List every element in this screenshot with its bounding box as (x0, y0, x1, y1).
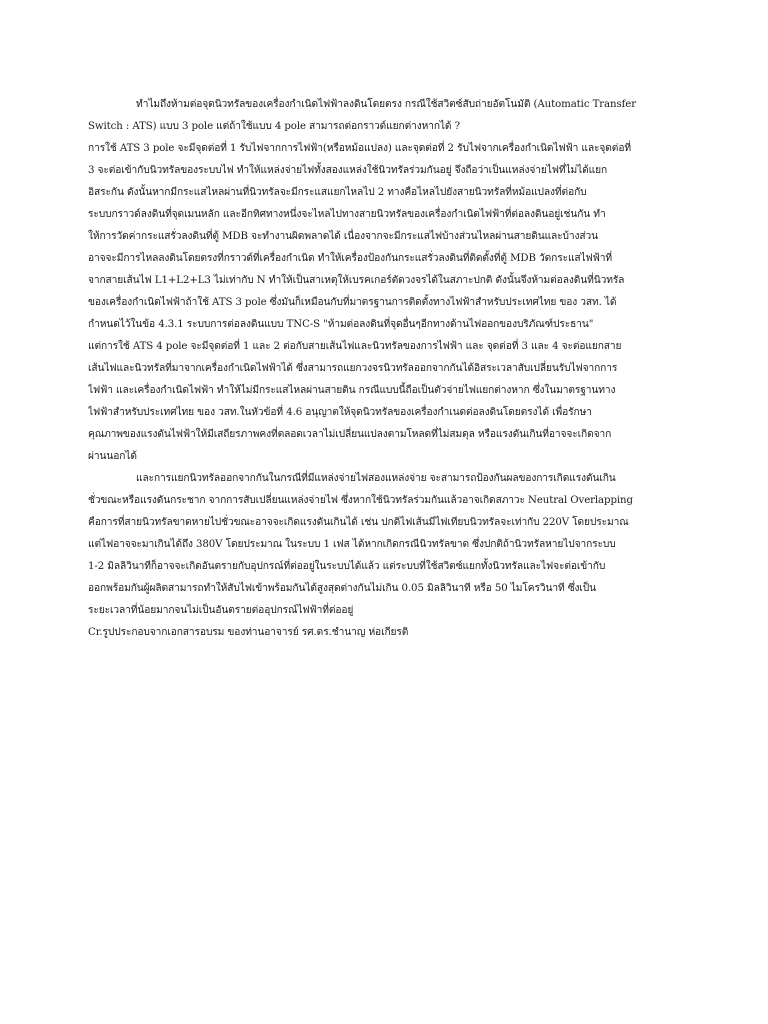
paragraph-line: อาจจะมีการไหลลงดินโดยตรงที่กราวด์ที่เครื่องกำเนิด ทำให้เครื่องป้องกันกระแสรั่วลงดินที่ติดตั้งที่ตู้ MDB วัดกระแสไฟฟ้าที่ (88, 253, 613, 264)
paragraph-line: ระยะเวลาที่น้อยมากจนไม่เป็นอันตรายต่ออุปกรณ์ไฟฟ้าที่ต่ออยู่ (88, 605, 354, 616)
paragraph-line: ของเครื่องกำเนิดไฟฟ้าถ้าใช้ ATS 3 pole ซึ่งมันก็เหมือนกับที่มาตรฐานการติดตั้งทางไฟฟ้าสำหรับประเทศไทย ของ วสท. ได้ (88, 297, 617, 308)
paragraph-line: กำหนดไว้ในข้อ 4.3.1 ระบบการต่อลงดินแบบ TNC-S "ห้ามต่อลงดินที่จุดอื่นๆอีกทางด้านไฟออกของบริภัณฑ์ประธาน" (88, 319, 594, 330)
paragraph-line: 1-2 มิลลิวินาทีก็อาจจะเกิดอันตรายกับอุปกรณ์ที่ต่ออยู่ในระบบได้แล้ว แต่ระบบที่ใช้สวิตซ์แยกทั้งนิวทรัลและไฟจะต่อเข้ากับ (88, 561, 606, 572)
paragraph-line: การใช้ ATS 3 pole จะมีจุดต่อที่ 1 รับไฟจากการไฟฟ้า(หรือหม้อแปลง) และจุดต่อที่ 2 รับไฟจากเครื่องกำเนิดไฟฟ้า และจุดต่อที่ (88, 143, 631, 154)
document-body (88, 94, 688, 644)
paragraph-line: ให้การวัดค่ากระแสรั่วลงดินที่ตู้ MDB จะทำงานผิดพลาดได้ เนื่องจากจะมีกระแสไฟบ้างส่วนไหลผ่านสายดินและบ้างส่วน (88, 231, 599, 242)
paragraph-line: เส้นไฟและนิวทรัลที่มาจากเครื่องกำเนิดไฟฟ้าได้ ซึ่งสามารถแยกวงจรนิวทรัลออกจากกันได้อิสระเวลาสับเปลี่ยนรับไฟจากการ (88, 363, 618, 374)
paragraph-title-line: Switch : ATS) แบบ 3 pole แต่ถ้าใช้แบบ 4 pole สามารถต่อกราวด์แยกต่างหากได้ ? (88, 121, 460, 132)
paragraph-line: แต่การใช้ ATS 4 pole จะมีจุดต่อที่ 1 และ 2 ต่อกับสายเส้นไฟและนิวทรัลของการไฟฟ้า และ จุดต่อที่ 3 และ 4 จะต่อแยกสาย (88, 341, 622, 352)
paragraph-line: ผ่านนอกได้ (88, 451, 137, 462)
credit-line: Cr.รูปประกอบจากเอกสารอบรม ของท่านอาจารย์ รศ.ดร.ชำนาญ ห่อเกียรติ (88, 627, 409, 638)
paragraph-title-line: ทำไมถึงห้ามต่อจุดนิวทรัลของเครื่องกำเนิดไฟฟ้าลงดินโดยตรง กรณีใช้สวิตซ์สับถ่ายอัตโนมัติ (Automatic Transfer (136, 99, 636, 110)
paragraph-line: ชั่วขณะหรือแรงดันกระชาก จากการสับเปลี่ยนแหล่งจ่ายไฟ ซึ่งหากใช้นิวทรัลร่วมกันแล้วอาจเกิดสภาวะ Neutral Overlapping (88, 495, 633, 506)
paragraph-line: ระบบกราวด์ลงดินที่จุดเมนหลัก และอีกทิศทางหนึ่งจะไหลไปทางสายนิวทรัลของเครื่องกำเนิดไฟฟ้าที่ต่อลงดินอยู่เช่นกัน ทำ (88, 209, 606, 220)
paragraph-line: ไฟฟ้า และเครื่องกำเนิดไฟฟ้า ทำให้ไม่มีกระแสไหลผ่านสายดิน กรณีแบบนี้ถือเป็นตัวจ่ายไฟแยกต่างหาก ซึ่งในมาตรฐานทาง (88, 385, 616, 396)
paragraph-line: คุณภาพของแรงดันไฟฟ้าให้มีเสถียรภาพคงที่ตลอดเวลาไม่เปลี่ยนแปลงตามโหลดที่ไม่สมดุล หรือแรงดันเกินที่อาจจะเกิดจาก (88, 429, 612, 440)
paragraph-line: ออกพร้อมกันผู้ผลิตสามารถทำให้สับไฟเข้าพร้อมกันได้สูงสุดต่างกันไม่เกิน 0.05 มิลลิวินาที หรือ 50 ไมโครวินาที ซึ่งเป็น (88, 583, 597, 594)
paragraph-line: ไฟฟ้าสำหรับประเทศไทย ของ วสท.ในหัวข้อที่ 4.6 อนุญาตให้จุดนิวทรัลของเครื่องกำเนดต่อลงดินโดยตรงได้ เพื่อรักษา (88, 407, 592, 418)
paragraph-line: อิสระกัน ดังนั้นหากมีกระแสไหลผ่านที่นิวทรัลจะมีกระแสแยกไหลไป 2 ทางคือไหลไปยังสายนิวทรัลที่หม้อแปลงที่ต่อกับ (88, 187, 587, 198)
paragraph-line: คือการที่สายนิวทรัลขาดหายไปชั่วขณะอาจจะเกิดแรงดันเกินได้ เช่น ปกติไฟเส้นมีไฟเทียบนิวทรัลจะเท่ากับ 220V โดยประมาณ (88, 517, 629, 528)
paragraph-line: จากสายเส้นไฟ L1+L2+L3 ไม่เท่ากับ N ทำให้เป็นสาเหตุให้เบรคเกอร์ตัดวงจรได้ในสภาะปกติ ดังนั้นจึงห้ามต่อลงดินที่นิวทรัล (88, 275, 625, 286)
paragraph-line: 3 จะต่อเข้ากับนิวทรัลของระบบไฟ ทำให้แหล่งจ่ายไฟทั้งสองแหล่งใช้นิวทรัลร่วมกันอยู่ จึงถือว่าเป็นแหล่งจ่ายไฟที่ไม่ได้แยก (88, 165, 608, 176)
paragraph-line: แต่ไฟอาจจะมาเกินได้ถึง 380V โดยประมาณ ในระบบ 1 เฟส ได้หากเกิดกรณีนิวทรัลขาด ซึ่งปกติถ้านิวทรัลหายไปจากระบบ (88, 539, 616, 550)
paragraph-line: และการแยกนิวทรัลออกจากกันในกรณีที่มีแหล่งจ่ายไฟสองแหล่งจ่าย จะสามารถป้องกันผลของการเกิดแรงดันเกิน (136, 473, 616, 484)
